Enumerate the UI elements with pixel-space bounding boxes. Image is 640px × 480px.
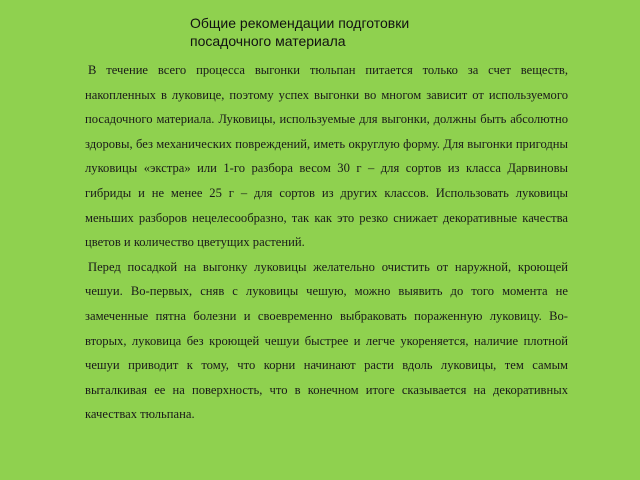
slide-title-line-2: посадочного материала: [190, 33, 346, 49]
paragraph-1: В течение всего процесса выгонки тюльпан питается только за счет веществ, накопленных в луковице, поэтому успех выгонки во многом зависит от используемого посадочного материала. Луковицы, используемые для выгонки, должны быть абсолютно здоровы, без механических повреждений, иметь округлую форму. Для выгонки пригодны луковицы «экстра» или 1-го разбора весом 30 г – для сортов из класса Дарвиновы гибриды и не менее 25 г – для сортов из других классов. Использовать луковицы меньших разборов нецелесообразно, так как это резко снижает декоративные качества цветов и количество цветущих растений.: [85, 63, 568, 250]
paragraph-2: Перед посадкой на выгонку луковицы желательно очистить от наружной, кроющей чешуи. Во-первых, сняв с луковицы чешую, можно выявить до того момента не замеченные пятна болезни и своевременно выбраковать пораженную луковицу. Во-вторых, луковица без кроющей чешуи быстрее и легче укореняется, наличие плотной чешуи приводит к тому, что корни начинают расти вдоль луковицы, тем самым выталкивая ее на поверхность, что в конечном итоге сказывается на декоративных качествах тюльпана.: [85, 259, 568, 422]
slide-body: [85, 58, 568, 427]
slide-title: [190, 14, 490, 50]
slide-title-line-1: Общие рекомендации подготовки: [190, 15, 410, 31]
